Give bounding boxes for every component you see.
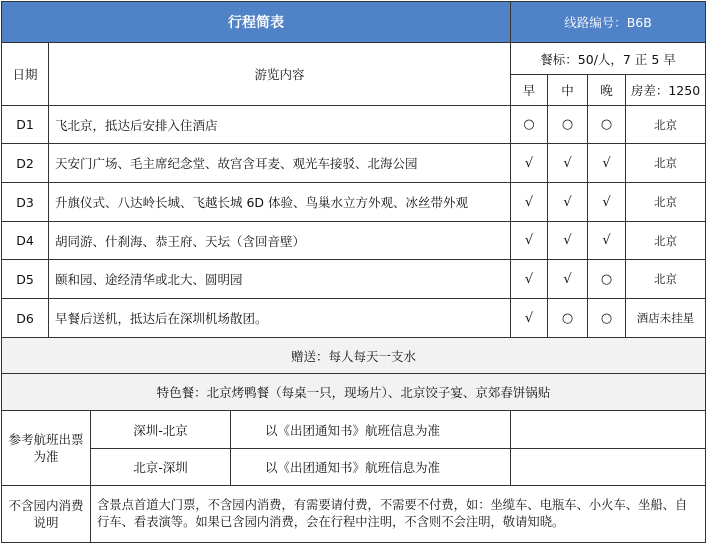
dinner-cell: ○	[588, 299, 626, 338]
hotel-cell: 北京	[626, 183, 706, 222]
dinner-cell: √	[588, 183, 626, 222]
content-header: 游览内容	[49, 43, 511, 106]
flight-blank-cell	[511, 411, 706, 449]
content-cell: 天安门广场、毛主席纪念堂、故宫含耳麦、观光车接驳、北海公园	[49, 144, 511, 183]
dinner-header: 晚	[588, 75, 626, 106]
table-row	[2, 183, 706, 222]
dinner-cell: √	[588, 144, 626, 183]
content-cell: 胡同游、什刹海、恭王府、天坛（含回音壁）	[49, 222, 511, 260]
flight-route: 深圳-北京	[91, 411, 231, 449]
lunch-cell: ○	[548, 106, 588, 144]
special-meal-note: 特色餐：北京烤鸭餐（每桌一只，现场片）、北京饺子宴、京郊春饼锅贴	[2, 374, 706, 411]
lunch-cell: √	[548, 144, 588, 183]
breakfast-cell: √	[511, 183, 548, 222]
flight-route: 北京-深圳	[91, 449, 231, 486]
dinner-cell: ○	[588, 106, 626, 144]
hotel-cell: 酒店未挂星	[626, 299, 706, 338]
table-row	[2, 144, 706, 183]
day-cell: D5	[2, 260, 49, 299]
room-diff-header: 房差：1250	[626, 75, 706, 106]
day-cell: D3	[2, 183, 49, 222]
table-row	[2, 260, 706, 299]
flight-blank-cell	[511, 449, 706, 486]
breakfast-cell: √	[511, 222, 548, 260]
dinner-cell: √	[588, 222, 626, 260]
day-cell: D6	[2, 299, 49, 338]
day-cell: D2	[2, 144, 49, 183]
table-row	[2, 222, 706, 260]
excluded-label: 不含园内消费说明	[2, 486, 91, 543]
content-cell: 颐和园、途经清华或北大、圆明园	[49, 260, 511, 299]
flight-note: 以《出团通知书》航班信息为准	[231, 449, 511, 486]
page-title: 行程简表	[2, 2, 511, 43]
content-cell: 飞北京，抵达后安排入住酒店	[49, 106, 511, 144]
lunch-header: 中	[548, 75, 588, 106]
meal-standard-header: 餐标：50/人，7 正 5 早	[511, 43, 706, 75]
breakfast-cell: √	[511, 299, 548, 338]
breakfast-cell: √	[511, 260, 548, 299]
breakfast-cell: ○	[511, 106, 548, 144]
date-header: 日期	[2, 43, 49, 106]
lunch-cell: ○	[548, 299, 588, 338]
itinerary-sheet	[1, 1, 707, 546]
flights-label: 参考航班出票为准	[2, 411, 91, 486]
lunch-cell: √	[548, 222, 588, 260]
hotel-cell: 北京	[626, 260, 706, 299]
day-cell: D1	[2, 106, 49, 144]
hotel-cell: 北京	[626, 222, 706, 260]
gift-note: 赠送：每人每天一支水	[2, 338, 706, 374]
content-cell: 升旗仪式、八达岭长城、飞越长城 6D 体验、鸟巢水立方外观、冰丝带外观	[49, 183, 511, 222]
table-row	[2, 299, 706, 338]
excluded-text: 含景点首道大门票，不含园内消费，有需要请付费，不需要不付费，如：坐缆车、电瓶车、小火车、坐船、自行车、看表演等。如果已含园内消费，会在行程中注明，不含则不会注明，敬请知晓。	[91, 486, 706, 543]
itinerary-table	[1, 1, 706, 543]
hotel-cell: 北京	[626, 106, 706, 144]
content-cell: 早餐后送机，抵达后在深圳机场散团。	[49, 299, 511, 338]
lunch-cell: √	[548, 260, 588, 299]
day-cell: D4	[2, 222, 49, 260]
table-row	[2, 106, 706, 144]
breakfast-cell: √	[511, 144, 548, 183]
lunch-cell: √	[548, 183, 588, 222]
breakfast-header: 早	[511, 75, 548, 106]
dinner-cell: ○	[588, 260, 626, 299]
flight-note: 以《出团通知书》航班信息为准	[231, 411, 511, 449]
hotel-cell: 北京	[626, 144, 706, 183]
route-code: 线路编号：B6B	[511, 2, 706, 43]
